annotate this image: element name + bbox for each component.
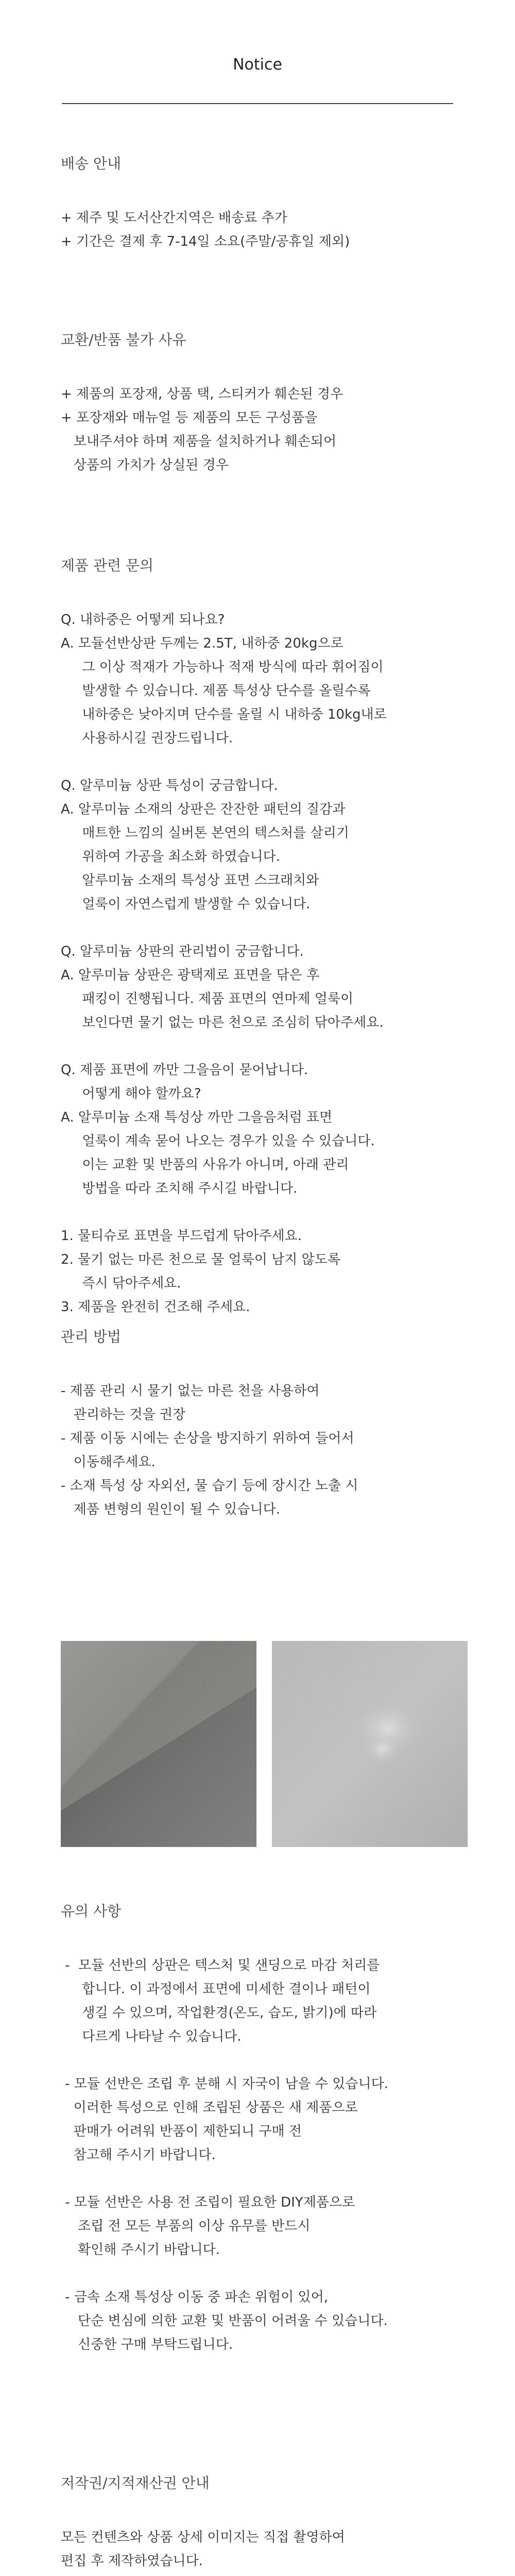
caution-item3-line: 확인해 주시기 바랍니다.: [61, 2242, 220, 2258]
caution-heading: 유의 사항: [61, 1903, 122, 1920]
caution-item4-line: 신중한 구매 부탁드립니다.: [61, 2337, 233, 2352]
care-line: 관리하는 것을 권장: [61, 1407, 186, 1422]
faq-section: [61, 555, 473, 1319]
care-line: - 제품 관리 시 물기 없는 마른 천을 사용하여: [61, 1383, 320, 1399]
exchange-line: + 제품의 포장재, 상품 택, 스티커가 훼손된 경우: [61, 386, 344, 402]
faq-steps-line: 1. 물티슈로 표면을 부드럽게 닦아주세요.: [61, 1228, 302, 1244]
title-divider: [62, 103, 453, 104]
faq-q2-line: 얼룩이 자연스럽게 발생할 수 있습니다.: [61, 896, 311, 912]
care-line: - 제품 이동 시에는 손상을 방지하기 위하여 들어서: [61, 1431, 354, 1446]
product-photos: [61, 1641, 468, 1847]
copyright-heading: 저작권/지적재산권 안내: [61, 2475, 210, 2492]
caution-item1-line: 합니다. 이 과정에서 표면에 미세한 결이나 패턴이: [61, 1981, 371, 1997]
shipping-heading: 배송 안내: [61, 155, 122, 172]
faq-q4-line: 얼룩이 계속 묻어 나오는 경우가 있을 수 있습니다.: [61, 1133, 375, 1149]
caution-item2-line: 이러한 특성으로 인해 조립된 상품은 새 제품으로: [61, 2100, 358, 2115]
caution-item1-line: - 모듈 선반의 상판은 텍스처 및 샌딩으로 마감 처리를: [61, 1958, 380, 1973]
exchange-line: 보내주셔야 하며 제품을 설치하거나 훼손되어: [61, 434, 337, 449]
faq-q4-line: A. 알루미늄 소재 특성상 까만 그을음처럼 표면: [61, 1110, 333, 1125]
copyright-para1-line: 모든 컨텐츠와 상품 상세 이미지는 직접 촬영하여: [61, 2530, 345, 2545]
exchange-heading: 교환/반품 불가 사유: [61, 331, 186, 348]
faq-q2-line: A. 알루미늄 소재의 상판은 잔잔한 패턴의 질감과: [61, 802, 346, 817]
shipping-line: + 기간은 결제 후 7-14일 소요(주말/공휴일 제외): [61, 234, 350, 249]
faq-steps-line: 3. 제품을 완전히 건조해 주세요.: [61, 1299, 250, 1315]
exchange-section: [61, 330, 473, 477]
faq-q2-line: 매트한 느낌의 실버톤 본연의 텍스처를 살리기: [61, 825, 349, 841]
caution-item4-line: 단순 변심에 의한 교환 및 반품이 어려울 수 있습니다.: [61, 2313, 388, 2329]
exchange-line: 상품의 가치가 상실된 경우: [61, 457, 229, 473]
faq-q3-line: 패킹이 진행됩니다. 제품 표면의 연마제 얼룩이: [61, 991, 354, 1007]
care-section: [61, 1327, 473, 1521]
care-heading: 관리 방법: [61, 1328, 122, 1345]
page-title: Notice: [233, 56, 282, 74]
care-line: - 소재 특성 상 자외선, 물 습기 등에 장시간 노출 시: [61, 1478, 358, 1494]
shipping-line: + 제주 및 도서산간지역은 배송료 추가: [61, 210, 287, 226]
faq-q1-line: Q. 내하중은 어떻게 되나요?: [61, 612, 225, 628]
shipping-section: [61, 154, 473, 253]
faq-q3-line: A. 알루미늄 상판은 광택제로 표면을 닦은 후: [61, 968, 320, 983]
caution-item2-line: 참고해 주시기 바랍니다.: [61, 2147, 216, 2163]
faq-q1-line: 내하중은 낮아지며 단수를 올릴 시 내하중 10kg내로: [61, 707, 387, 722]
faq-q1-line: 발생할 수 있습니다. 제품 특성상 단수를 올릴수록: [61, 683, 371, 699]
aluminum-surface-photo: [61, 1641, 256, 1847]
exchange-line: + 포장재와 매뉴얼 등 제품의 모든 구성품을: [61, 410, 318, 426]
caution-item2-line: - 모듈 선반은 조립 후 분해 시 자국이 남을 수 있습니다.: [61, 2076, 388, 2092]
caution-item1-line: 생길 수 있으며, 작업환경(온도, 습도, 밝기)에 따라: [61, 2005, 377, 2021]
care-line: 제품 변형의 원인이 될 수 있습니다.: [61, 1502, 281, 1517]
faq-q2-line: 위하여 가공을 최소화 하였습니다.: [61, 849, 281, 865]
sanded-texture-photo: [272, 1641, 468, 1847]
faq-q1-line: 사용하시길 권장드립니다.: [61, 731, 233, 746]
faq-q4-line: 어떻게 해야 할까요?: [61, 1086, 201, 1101]
faq-steps-line: 즉시 닦아주세요.: [61, 1276, 181, 1291]
caution-item4-line: - 금속 소재 특성상 이동 중 파손 위험이 있어,: [61, 2290, 329, 2305]
copyright-para1-line: 편집 후 제작하였습니다.: [61, 2553, 203, 2569]
faq-q3-line: 보인다면 물기 없는 마른 천으로 조심히 닦아주세요.: [61, 1015, 384, 1030]
caution-section: [61, 1901, 473, 2357]
faq-q2-line: 알루미늄 소재의 특성상 표면 스크래치와: [61, 873, 319, 888]
faq-q1-line: 그 이상 적재가 가능하나 적재 방식에 따라 휘어짐이: [61, 659, 384, 675]
faq-q3-line: Q. 알루미늄 상판의 관리법이 궁금합니다.: [61, 944, 304, 959]
caution-item3-line: - 모듈 선반은 사용 전 조립이 필요한 DIY제품으로: [61, 2195, 355, 2210]
care-line: 이동해주세요.: [61, 1454, 156, 1470]
faq-q2-line: Q. 알루미늄 상판 특성이 궁금합니다.: [61, 778, 278, 793]
faq-heading: 제품 관련 문의: [61, 557, 154, 574]
caution-item2-line: 판매가 어려워 반품이 제한되니 구매 전: [61, 2124, 302, 2139]
caution-item1-line: 다르게 나타날 수 있습니다.: [61, 2029, 242, 2044]
faq-q4-line: 방법을 따라 조치해 주시길 바랍니다.: [61, 1181, 298, 1196]
faq-q1-line: A. 모듈선반상판 두께는 2.5T, 내하중 20kg으로: [61, 636, 344, 651]
faq-q4-line: 이는 교환 및 반품의 사유가 아니며, 아래 관리: [61, 1157, 349, 1173]
caution-item3-line: 조립 전 모든 부품의 이상 유무를 반드시: [61, 2218, 311, 2234]
copyright-section: [61, 2473, 473, 2576]
faq-q4-line: Q. 제품 표면에 까만 그을음이 묻어납니다.: [61, 1062, 308, 1078]
faq-steps-line: 2. 물기 없는 마른 천으로 물 얼룩이 남지 않도록: [61, 1252, 341, 1267]
